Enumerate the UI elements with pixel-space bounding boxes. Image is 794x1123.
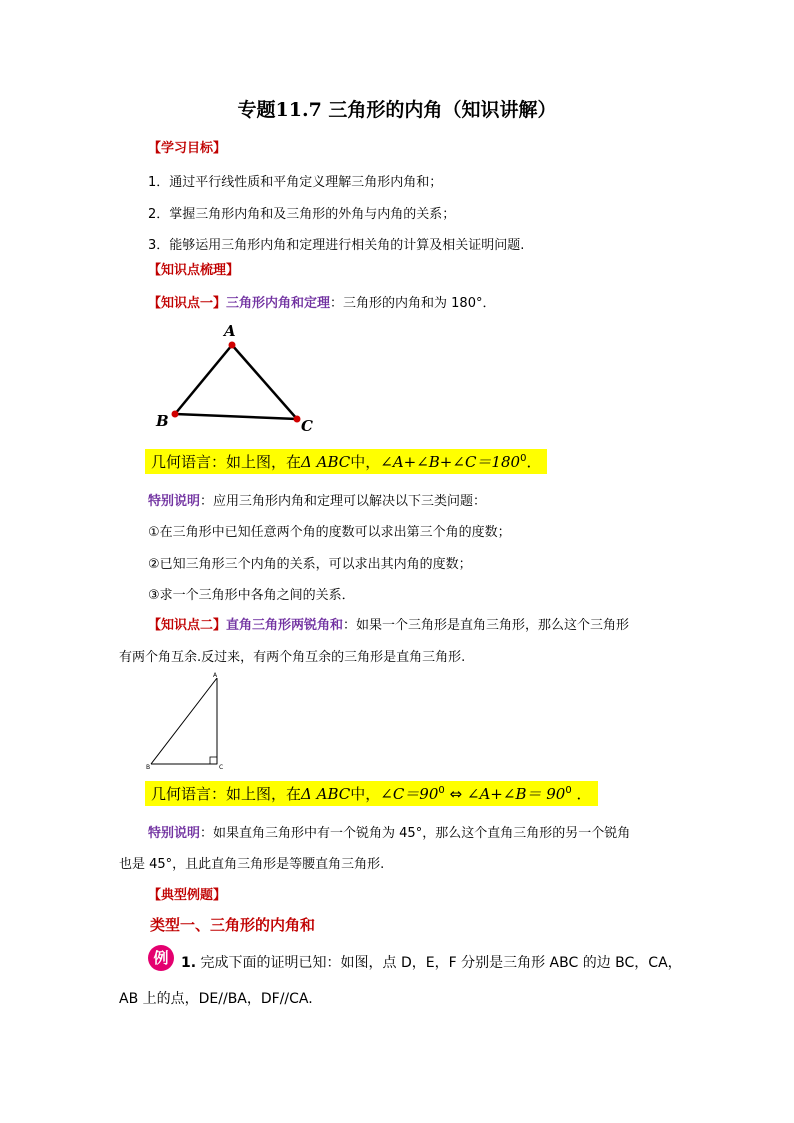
- example-badge: 例: [148, 945, 174, 971]
- page-title: 专题11.7 三角形的内角（知识讲解）: [237, 99, 557, 121]
- geo1-mid: 中，: [350, 453, 381, 471]
- geo2-expression-1: ∠C＝90: [380, 785, 439, 803]
- section-objectives: 【学习目标】: [148, 141, 227, 156]
- geo2-mid: 中，: [350, 785, 381, 803]
- special-note-1: [148, 490, 486, 509]
- geo2-label: 几何语言：如上图，在: [151, 785, 302, 803]
- geo2-degree-2: 0: [565, 785, 572, 796]
- note1-text: ：应用三角形内角和定理可以解决以下三类问题：: [200, 494, 487, 509]
- type-heading-1: 类型一、三角形的内角和: [150, 916, 316, 934]
- example-text1: 完成下面的证明已知：如图，点 D，E，F 分别是三角形 ABC 的边 BC，CA，: [200, 955, 682, 971]
- point1-tag: 【知识点一】: [148, 296, 227, 311]
- right-triangle-figure: [143, 669, 233, 771]
- note1-item-3: ③求一个三角形中各角之间的关系．: [148, 588, 355, 603]
- right-angle-marker: [210, 757, 217, 764]
- geo2-degree-1: 0: [438, 785, 445, 796]
- geo2-triangle: Δ ABC: [301, 785, 351, 803]
- geo1-expression: ∠A+∠B+∠C＝180: [380, 453, 521, 471]
- note2-text2: 也是 45°，且此直角三角形是等腰直角三角形.: [119, 857, 385, 872]
- point2-tag: 【知识点二】: [148, 618, 227, 633]
- vertex-c-label: C: [301, 417, 313, 435]
- triangle-side-bc: [175, 414, 297, 419]
- note1-label: 特别说明: [148, 494, 201, 509]
- point2-name: 直角三角形两锐角和: [226, 618, 344, 633]
- example-number: 1.: [181, 955, 197, 971]
- knowledge-point-1: [148, 292, 495, 311]
- section-examples: 【典型例题】: [148, 888, 227, 903]
- geo1-end: ．: [526, 453, 542, 471]
- note1-item-2: ②已知三角形三个内角的关系，可以求出其内角的度数；: [148, 557, 472, 572]
- rt-vertex-a-label: A: [213, 672, 218, 679]
- geometry-language-1: [145, 449, 547, 474]
- knowledge-point-2: [148, 614, 629, 633]
- objective-item-1: 1．通过平行线性质和平角定义理解三角形内角和；: [148, 175, 443, 190]
- triangle-figure: [150, 318, 330, 438]
- vertex-b-label: B: [156, 412, 169, 430]
- objective-item-2: 2．掌握三角形内角和及三角形的外角与内角的关系；: [148, 207, 456, 222]
- objective-item-3: 3．能够运用三角形内角和定理进行相关角的计算及相关证明问题.: [148, 238, 525, 253]
- note1-item-1: ①在三角形中已知任意两个角的度数可以求出第三个角的度数；: [148, 525, 511, 540]
- right-triangle-hypotenuse: [151, 678, 217, 764]
- geo1-degree: 0: [520, 453, 527, 464]
- point2-text2: 有两个角互余.反过来，有两个角互余的三角形是直角三角形.: [119, 650, 466, 665]
- rt-vertex-b-label: B: [146, 764, 151, 771]
- vertex-b-dot: [172, 411, 179, 418]
- note2-label: 特别说明: [148, 826, 201, 841]
- vertex-a-label: A: [224, 322, 236, 340]
- geometry-language-2: [145, 781, 598, 806]
- geo2-end: ．: [576, 785, 592, 803]
- geo1-triangle: Δ ABC: [301, 453, 351, 471]
- geo1-label: 几何语言：如上图，在: [151, 453, 302, 471]
- vertex-a-dot: [229, 342, 236, 349]
- point2-text1: ：如果一个三角形是直角三角形，那么这个三角形: [343, 618, 630, 633]
- triangle-side-ab: [175, 345, 232, 414]
- example-line-2: AB 上的点，DE//BA，DF//CA.: [119, 991, 313, 1007]
- note2-text1: ：如果直角三角形中有一个锐角为 45°，那么这个直角三角形的另一个锐角: [200, 826, 631, 841]
- point1-text: ：三角形的内角和为 180°．: [330, 296, 496, 311]
- example-line-1: [181, 952, 682, 972]
- section-knowledge: 【知识点梳理】: [148, 263, 240, 278]
- geo2-expression-2: ∠A+∠B＝ 90: [466, 785, 566, 803]
- vertex-c-dot: [294, 416, 301, 423]
- rt-vertex-c-label: C: [219, 764, 224, 771]
- triangle-side-ac: [232, 345, 297, 419]
- geo2-equivalence-arrow: ⇔: [449, 785, 463, 803]
- point1-name: 三角形内角和定理: [226, 296, 331, 311]
- special-note-2: [148, 822, 630, 841]
